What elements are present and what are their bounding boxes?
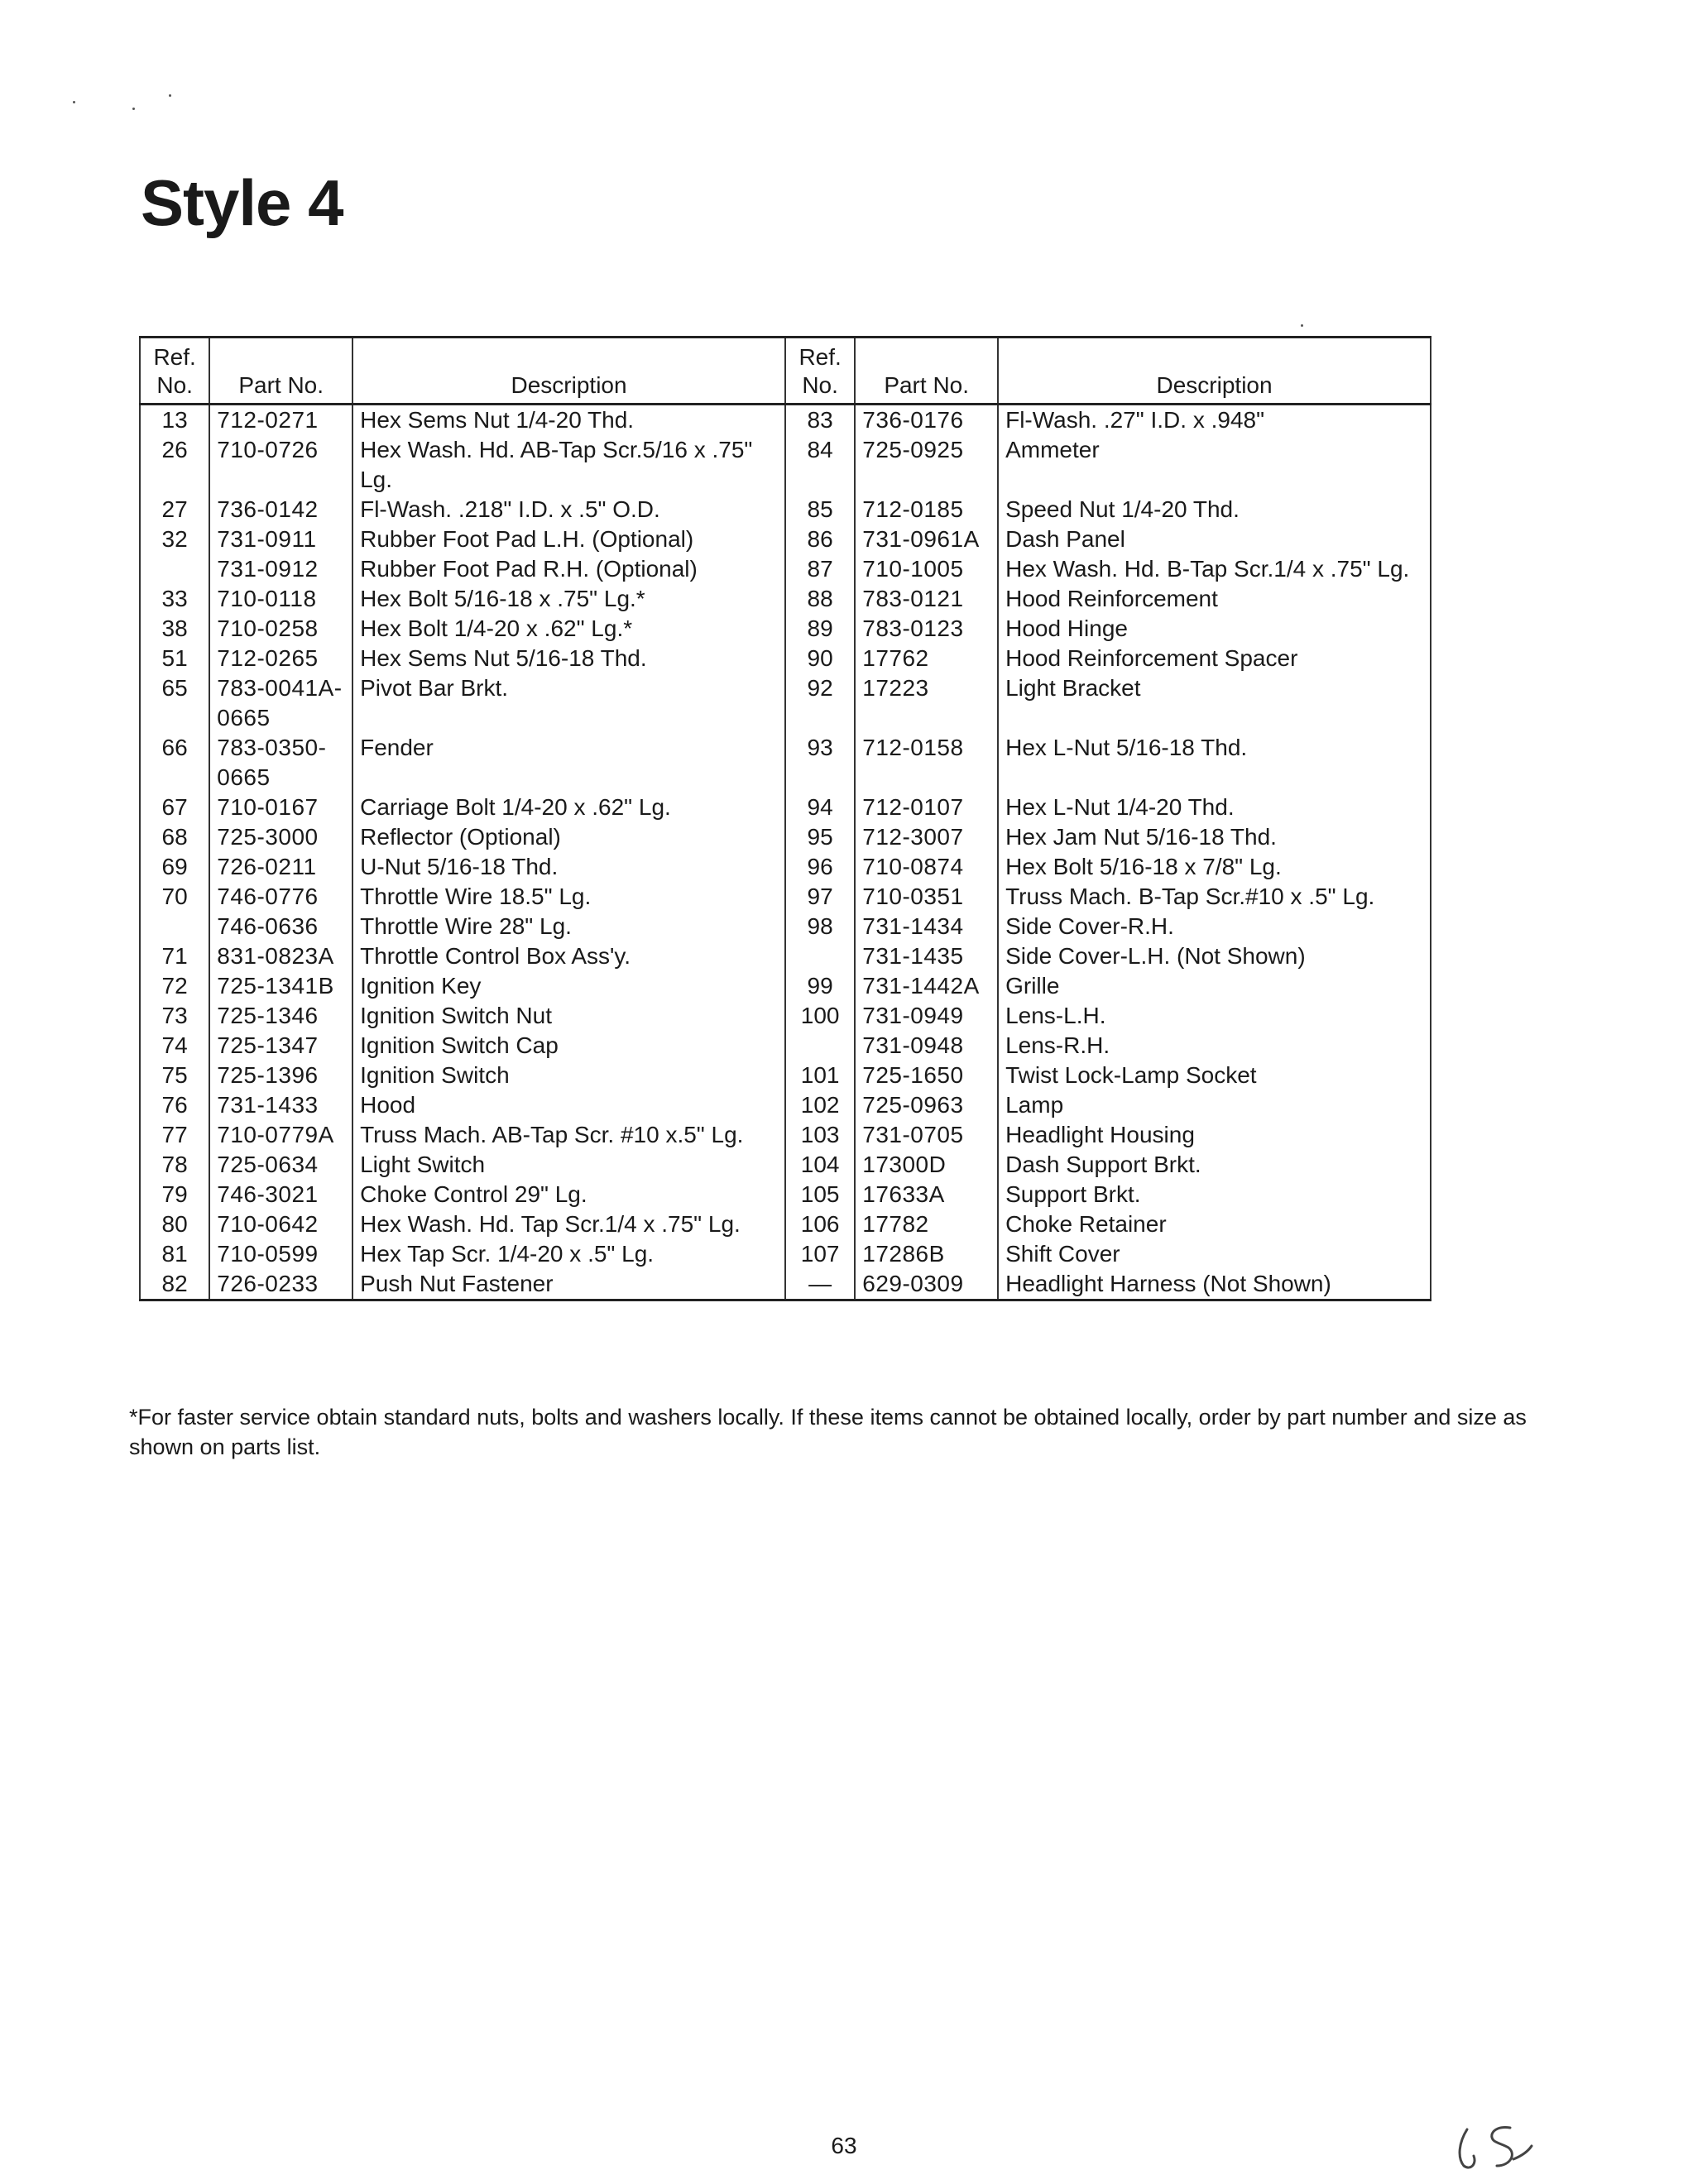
table-row	[140, 1180, 1431, 1209]
part-no-cell: 783-0350-0665	[209, 733, 352, 793]
description-cell: U-Nut 5/16-18 Thd.	[352, 852, 785, 882]
description-cell: Hex L-Nut 1/4-20 Thd.	[998, 793, 1431, 822]
ref-no-cell: 99	[785, 971, 855, 1001]
ref-no-cell: 87	[785, 554, 855, 584]
ref-no-cell: 80	[140, 1209, 209, 1239]
table-row	[140, 1031, 1431, 1061]
description-cell: Truss Mach. B-Tap Scr.#10 x .5" Lg.	[998, 882, 1431, 912]
header-part-no: Part No.	[855, 338, 998, 405]
ref-no-cell: 84	[785, 435, 855, 495]
description-cell: Choke Control 29" Lg.	[352, 1180, 785, 1209]
parts-table-body	[140, 405, 1431, 1300]
ref-no-cell: 95	[785, 822, 855, 852]
part-no-cell: 783-0041A-0665	[209, 673, 352, 733]
ref-no-cell: 75	[140, 1061, 209, 1090]
ref-no-cell: 93	[785, 733, 855, 793]
part-no-cell: 17782	[855, 1209, 998, 1239]
part-no-cell: 725-1396	[209, 1061, 352, 1090]
table-row	[140, 882, 1431, 912]
part-no-cell: 725-0963	[855, 1090, 998, 1120]
part-no-cell: 17300D	[855, 1150, 998, 1180]
header-ref-no: Ref. No.	[785, 338, 855, 405]
description-cell: Lamp	[998, 1090, 1431, 1120]
table-row	[140, 1090, 1431, 1120]
part-no-cell: 629-0309	[855, 1269, 998, 1300]
description-cell: Truss Mach. AB-Tap Scr. #10 x.5" Lg.	[352, 1120, 785, 1150]
description-cell: Pivot Bar Brkt.	[352, 673, 785, 733]
ref-no-cell: 79	[140, 1180, 209, 1209]
description-cell: Hood Reinforcement	[998, 584, 1431, 614]
description-cell: Hex Jam Nut 5/16-18 Thd.	[998, 822, 1431, 852]
table-row	[140, 1061, 1431, 1090]
table-row	[140, 1001, 1431, 1031]
table-row	[140, 971, 1431, 1001]
description-cell: Twist Lock-Lamp Socket	[998, 1061, 1431, 1090]
description-cell: Hood Reinforcement Spacer	[998, 644, 1431, 673]
description-cell: Push Nut Fastener	[352, 1269, 785, 1300]
table-row	[140, 584, 1431, 614]
ref-no-cell: 78	[140, 1150, 209, 1180]
description-cell: Hex Wash. Hd. Tap Scr.1/4 x .75" Lg.	[352, 1209, 785, 1239]
part-no-cell: 712-0271	[209, 405, 352, 436]
part-no-cell: 725-1347	[209, 1031, 352, 1061]
part-no-cell: 731-0705	[855, 1120, 998, 1150]
part-no-cell: 712-0265	[209, 644, 352, 673]
part-no-cell: 710-0642	[209, 1209, 352, 1239]
table-row	[140, 852, 1431, 882]
part-no-cell: 731-1433	[209, 1090, 352, 1120]
part-no-cell: 831-0823A	[209, 941, 352, 971]
part-no-cell: 731-0961A	[855, 524, 998, 554]
ref-no-cell: 89	[785, 614, 855, 644]
description-cell: Throttle Wire 28" Lg.	[352, 912, 785, 941]
ref-no-cell: 13	[140, 405, 209, 436]
description-cell: Hex Sems Nut 1/4-20 Thd.	[352, 405, 785, 436]
description-cell: Hex Wash. Hd. AB-Tap Scr.5/16 x .75" Lg.	[352, 435, 785, 495]
table-row	[140, 435, 1431, 495]
description-cell: Hex L-Nut 5/16-18 Thd.	[998, 733, 1431, 793]
speck	[132, 108, 135, 110]
ref-no-cell: 90	[785, 644, 855, 673]
description-cell: Hex Bolt 1/4-20 x .62" Lg.*	[352, 614, 785, 644]
part-no-cell: 746-3021	[209, 1180, 352, 1209]
table-row	[140, 912, 1431, 941]
part-no-cell: 731-1435	[855, 941, 998, 971]
ref-no-cell: 66	[140, 733, 209, 793]
description-cell: Side Cover-L.H. (Not Shown)	[998, 941, 1431, 971]
description-cell: Fender	[352, 733, 785, 793]
ref-no-cell: 27	[140, 495, 209, 524]
table-row	[140, 793, 1431, 822]
description-cell: Hex Sems Nut 5/16-18 Thd.	[352, 644, 785, 673]
part-no-cell: 710-0599	[209, 1239, 352, 1269]
part-no-cell: 731-1434	[855, 912, 998, 941]
ref-no-cell: 103	[785, 1120, 855, 1150]
table-row	[140, 941, 1431, 971]
table-row	[140, 733, 1431, 793]
description-cell: Side Cover-R.H.	[998, 912, 1431, 941]
table-row	[140, 614, 1431, 644]
description-cell: Ignition Switch Cap	[352, 1031, 785, 1061]
ref-no-cell	[140, 554, 209, 584]
ref-no-cell	[785, 1031, 855, 1061]
description-cell: Light Switch	[352, 1150, 785, 1180]
header-description: Description	[998, 338, 1431, 405]
header-description: Description	[352, 338, 785, 405]
part-no-cell: 731-1442A	[855, 971, 998, 1001]
description-cell: Dash Support Brkt.	[998, 1150, 1431, 1180]
part-no-cell: 710-0258	[209, 614, 352, 644]
ref-no-cell	[785, 941, 855, 971]
part-no-cell: 712-0185	[855, 495, 998, 524]
ref-no-cell: 107	[785, 1239, 855, 1269]
part-no-cell: 783-0123	[855, 614, 998, 644]
ref-no-cell: 76	[140, 1090, 209, 1120]
part-no-cell: 710-1005	[855, 554, 998, 584]
page-number: 63	[831, 2133, 857, 2158]
table-row	[140, 524, 1431, 554]
description-cell: Shift Cover	[998, 1239, 1431, 1269]
ref-no-cell: —	[785, 1269, 855, 1300]
ref-no-cell: 69	[140, 852, 209, 882]
ref-no-cell: 71	[140, 941, 209, 971]
part-no-cell: 712-0158	[855, 733, 998, 793]
ref-no-cell: 106	[785, 1209, 855, 1239]
description-cell: Choke Retainer	[998, 1209, 1431, 1239]
ref-no-cell: 81	[140, 1239, 209, 1269]
table-row	[140, 495, 1431, 524]
description-cell: Fl-Wash. .218" I.D. x .5" O.D.	[352, 495, 785, 524]
part-no-cell: 725-1346	[209, 1001, 352, 1031]
part-no-cell: 17762	[855, 644, 998, 673]
part-no-cell: 725-1341B	[209, 971, 352, 1001]
description-cell: Hex Bolt 5/16-18 x .75" Lg.*	[352, 584, 785, 614]
part-no-cell: 746-0636	[209, 912, 352, 941]
description-cell: Throttle Wire 18.5" Lg.	[352, 882, 785, 912]
header-ref-no: Ref. No.	[140, 338, 209, 405]
description-cell: Rubber Foot Pad R.H. (Optional)	[352, 554, 785, 584]
part-no-cell: 731-0911	[209, 524, 352, 554]
speck	[1301, 324, 1303, 327]
part-no-cell: 725-0925	[855, 435, 998, 495]
ref-no-cell	[140, 912, 209, 941]
speck	[169, 94, 171, 97]
description-cell: Ignition Key	[352, 971, 785, 1001]
table-row	[140, 822, 1431, 852]
description-cell: Ignition Switch	[352, 1061, 785, 1090]
table-row	[140, 1269, 1431, 1300]
ref-no-cell: 92	[785, 673, 855, 733]
part-no-cell: 17286B	[855, 1239, 998, 1269]
ref-no-cell: 77	[140, 1120, 209, 1150]
ref-no-cell: 73	[140, 1001, 209, 1031]
ref-no-cell: 101	[785, 1061, 855, 1090]
description-cell: Light Bracket	[998, 673, 1431, 733]
description-cell: Ammeter	[998, 435, 1431, 495]
description-cell: Hex Tap Scr. 1/4-20 x .5" Lg.	[352, 1239, 785, 1269]
ref-no-cell: 68	[140, 822, 209, 852]
part-no-cell: 736-0142	[209, 495, 352, 524]
ref-no-cell: 88	[785, 584, 855, 614]
ref-no-cell: 72	[140, 971, 209, 1001]
ref-no-cell: 83	[785, 405, 855, 436]
handwritten-page-mark	[1452, 2118, 1543, 2176]
description-cell: Headlight Housing	[998, 1120, 1431, 1150]
description-cell: Headlight Harness (Not Shown)	[998, 1269, 1431, 1300]
part-no-cell: 17633A	[855, 1180, 998, 1209]
table-row	[140, 1120, 1431, 1150]
description-cell: Grille	[998, 971, 1431, 1001]
description-cell: Lens-R.H.	[998, 1031, 1431, 1061]
part-no-cell: 712-0107	[855, 793, 998, 822]
ref-no-cell: 82	[140, 1269, 209, 1300]
ref-no-cell: 33	[140, 584, 209, 614]
description-cell: Hood	[352, 1090, 785, 1120]
table-row	[140, 673, 1431, 733]
description-cell: Lens-L.H.	[998, 1001, 1431, 1031]
ref-no-cell: 105	[785, 1180, 855, 1209]
part-no-cell: 725-3000	[209, 822, 352, 852]
part-no-cell: 710-0726	[209, 435, 352, 495]
ref-no-cell: 98	[785, 912, 855, 941]
part-no-cell: 725-0634	[209, 1150, 352, 1180]
ref-no-cell: 67	[140, 793, 209, 822]
speck	[73, 101, 75, 103]
footnote: *For faster service obtain standard nuts, bolts and washers locally. If these items cannot be obtained locally, order by part number and size as shown on parts list.	[129, 1405, 1527, 1459]
description-cell: Ignition Switch Nut	[352, 1001, 785, 1031]
ref-no-cell: 102	[785, 1090, 855, 1120]
part-no-cell: 17223	[855, 673, 998, 733]
description-cell: Hex Wash. Hd. B-Tap Scr.1/4 x .75" Lg.	[998, 554, 1431, 584]
description-cell: Carriage Bolt 1/4-20 x .62" Lg.	[352, 793, 785, 822]
ref-no-cell: 26	[140, 435, 209, 495]
ref-no-cell: 86	[785, 524, 855, 554]
part-no-cell: 783-0121	[855, 584, 998, 614]
part-no-cell: 710-0167	[209, 793, 352, 822]
page-title: Style 4	[141, 166, 343, 239]
table-header-row	[140, 338, 1431, 405]
ref-no-cell: 74	[140, 1031, 209, 1061]
part-no-cell: 710-0351	[855, 882, 998, 912]
ref-no-cell: 51	[140, 644, 209, 673]
ref-no-cell: 96	[785, 852, 855, 882]
header-part-no: Part No.	[209, 338, 352, 405]
part-no-cell: 746-0776	[209, 882, 352, 912]
part-no-cell: 731-0948	[855, 1031, 998, 1061]
table-row	[140, 1150, 1431, 1180]
part-no-cell: 731-0949	[855, 1001, 998, 1031]
ref-no-cell: 70	[140, 882, 209, 912]
part-no-cell: 712-3007	[855, 822, 998, 852]
ref-no-cell: 97	[785, 882, 855, 912]
table-row	[140, 405, 1431, 436]
description-cell: Dash Panel	[998, 524, 1431, 554]
part-no-cell: 736-0176	[855, 405, 998, 436]
description-cell: Throttle Control Box Ass'y.	[352, 941, 785, 971]
parts-table	[139, 336, 1431, 1301]
description-cell: Hood Hinge	[998, 614, 1431, 644]
description-cell: Reflector (Optional)	[352, 822, 785, 852]
table-row	[140, 1239, 1431, 1269]
description-cell: Rubber Foot Pad L.H. (Optional)	[352, 524, 785, 554]
part-no-cell: 710-0118	[209, 584, 352, 614]
description-cell: Support Brkt.	[998, 1180, 1431, 1209]
ref-no-cell: 65	[140, 673, 209, 733]
ref-no-cell: 32	[140, 524, 209, 554]
table-row	[140, 644, 1431, 673]
table-row	[140, 554, 1431, 584]
ref-no-cell: 104	[785, 1150, 855, 1180]
ref-no-cell: 85	[785, 495, 855, 524]
description-cell: Speed Nut 1/4-20 Thd.	[998, 495, 1431, 524]
ref-no-cell: 94	[785, 793, 855, 822]
ref-no-cell: 100	[785, 1001, 855, 1031]
part-no-cell: 710-0874	[855, 852, 998, 882]
part-no-cell: 726-0211	[209, 852, 352, 882]
table-row	[140, 1209, 1431, 1239]
part-no-cell: 726-0233	[209, 1269, 352, 1300]
part-no-cell: 725-1650	[855, 1061, 998, 1090]
ref-no-cell: 38	[140, 614, 209, 644]
part-no-cell: 731-0912	[209, 554, 352, 584]
description-cell: Fl-Wash. .27" I.D. x .948"	[998, 405, 1431, 436]
part-no-cell: 710-0779A	[209, 1120, 352, 1150]
description-cell: Hex Bolt 5/16-18 x 7/8" Lg.	[998, 852, 1431, 882]
